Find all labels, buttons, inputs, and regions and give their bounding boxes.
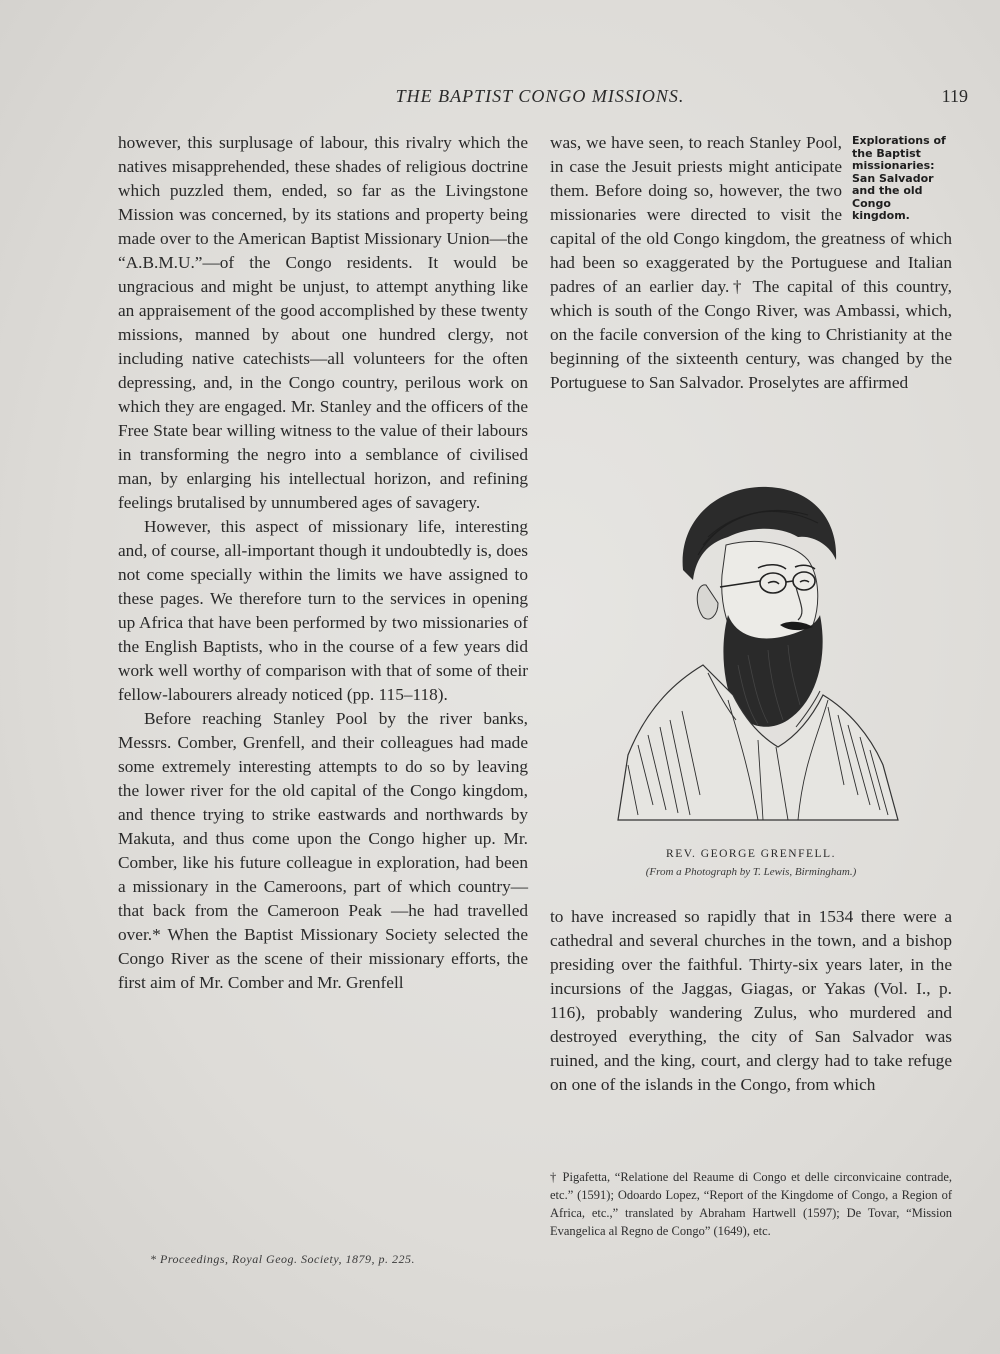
portrait-engraving — [608, 465, 908, 825]
footnote-pigafetta: † Pigafetta, “Relatione del Reaume di Congo et delle circonvicaine contrade, etc.” (1591); Odoardo Lopez, “Report of the Kingdome of Congo, a Region of Africa, etc.,” translated by Abraham Hartwell (1597); De Tovar, “Mission Evangelica al Regno de Congo” (1649), etc. — [550, 1170, 952, 1238]
paragraph: Before reaching Stanley Pool by the river banks, Messrs. Comber, Grenfell, and their colleagues had made some extremely interesting attempts to do so by leaving the lower river for the old capital of the Congo kingdom, and thence trying to strike eastwards and northwards by Makuta, and thus come upon the Congo higher up. Mr. Comber, like his future colleague in exploration, had been a missionary in the Cameroons, part of which country—that back from the Cameroon Peak —he had travelled over.* When the Baptist Missionary Society selected the Congo River as the scene of their missionary efforts, the first aim of Mr. Comber and Mr. Grenfell — [118, 709, 528, 992]
right-column-bottom — [550, 905, 952, 1097]
paragraph: However, this aspect of missionary life, interesting and, of course, all-important though it undoubtedly is, does not come specially within the limits we have assigned to these pages. We therefore turn to the services in opening up Africa that have been performed by two missionaries of the English Baptists, who in the course of a few years did work well worthy of comparison with that of some of their fellow-labourers already noticed (pp. 115–118). — [118, 517, 528, 704]
paragraph: was, we have seen, to reach Stanley Pool, in case the Jesuit priests might anticipate them. Before doing so, however, the two missionaries were directed to visit the capital of the old Congo kingdom, the greatness of which had been so exaggerated by the Portuguese and Italian padres of an earlier day.† The capital of this country, which is south of the Congo River, was Ambassi, which, on the facile conversion of the king to Christianity at the beginning of the sixteenth century, was changed by the Portuguese to San Salvador. Proselytes are affirmed — [550, 133, 952, 392]
right-column-top — [550, 131, 952, 395]
figure-caption: REV. GEORGE GRENFELL. — [666, 848, 836, 860]
figure-credit: (From a Photograph by T. Lewis, Birmingham.) — [645, 866, 857, 878]
paragraph: to have increased so rapidly that in 1534 there were a cathedral and several churches in the town, and a bishop presiding over the faithful. Thirty-six years later, in the incursions of the Jaggas, Giagas, or Yakas (Vol. I., p. 116), probably wandering Zulus, who murdered and destroyed everything, the city of San Salvador was ruined, and the king, court, and clergy had to take refuge on one of the islands in the Congo, from which — [550, 907, 952, 1094]
paragraph: however, this surplusage of labour, this rivalry which the natives misapprehended, these shades of religious doctrine which puzzled them, ended, so far as the Livingstone Mission was concerned, by its stations and property being made over to the American Baptist Missionary Union—the “A.B.M.U.”—of the Congo residents. It would be ungracious and might be unjust, to attempt anything like an appraisement of the good accomplished by these twenty missions, manned by about one hundred clergy, not including native catechists—all volunteers for the often depressing, and, in the Congo country, perilous work on which they are engaged. Mr. Stanley and the officers of the Free State bear willing witness to the value of their labours in transforming the negro into a semblance of civilised man, by enlarging his intellectual horizon, and refining feelings brutalised by unnumbered ages of savagery. — [118, 133, 528, 512]
ear-shape — [697, 585, 718, 619]
page-number: 119 — [941, 86, 968, 106]
footnote-proceedings: * Proceedings, Royal Geog. Society, 1879, p. 225. — [150, 1252, 416, 1266]
left-column — [118, 131, 528, 995]
margin-sidenote: Explorations of the Baptist missionaries: San Salvador and the old Congo kingdom. — [852, 134, 946, 222]
running-header: THE BAPTIST CONGO MISSIONS. — [395, 86, 685, 106]
